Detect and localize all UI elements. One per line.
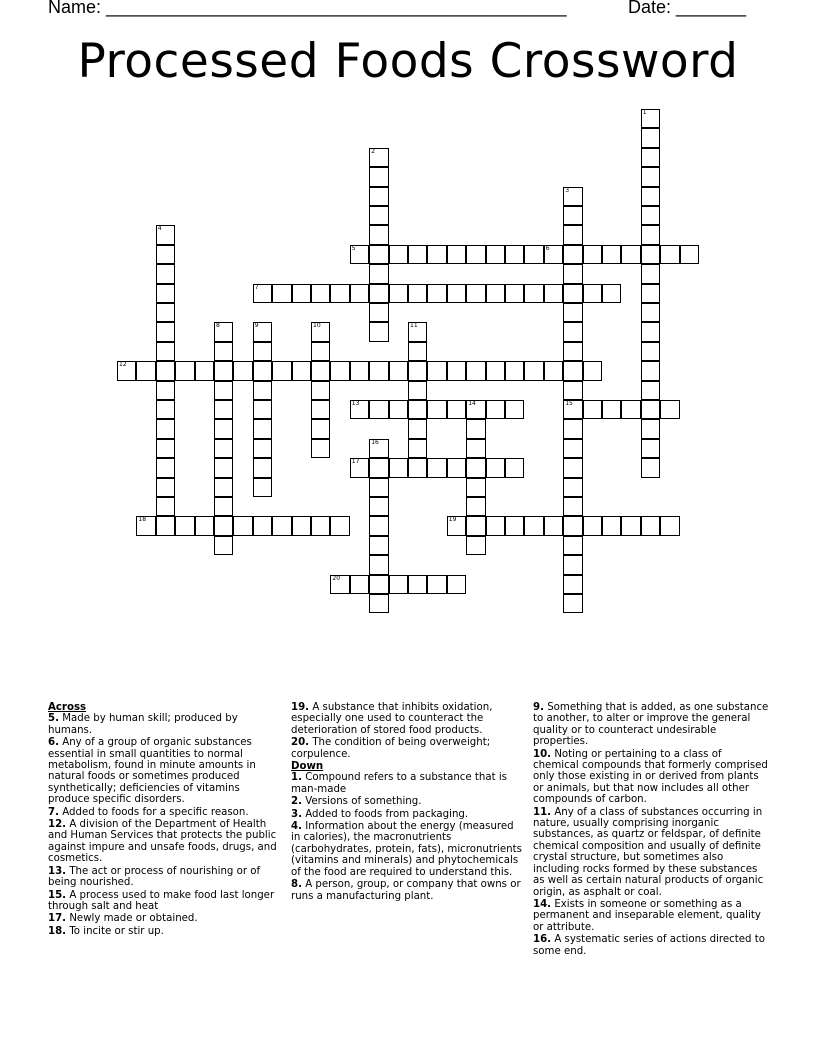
clue-down-10: 10. Noting or pertaining to a class of chemical compounds that formerly comprised only those existing in or derived from plants or animals, but that now includes all other compounds of carbon. [533, 748, 768, 806]
grid-cell[interactable] [447, 361, 466, 380]
grid-cell[interactable] [214, 400, 233, 419]
grid-cell[interactable] [369, 303, 388, 322]
grid-cell[interactable] [641, 128, 660, 147]
grid-cell[interactable] [136, 516, 155, 535]
grid-cell[interactable] [447, 284, 466, 303]
grid-cell[interactable] [311, 439, 330, 458]
grid-cell[interactable] [466, 439, 485, 458]
grid-cell[interactable] [505, 400, 524, 419]
grid-cell[interactable] [641, 109, 660, 128]
grid-cell[interactable] [563, 478, 582, 497]
clue-number: 7 [254, 283, 259, 291]
grid-cell[interactable] [214, 361, 233, 380]
clue-across-5: 5. Made by human skill; produced by humans. [48, 713, 238, 736]
grid-cell[interactable] [175, 361, 194, 380]
clue-across-17: 17. Newly made or obtained. [48, 913, 198, 925]
across-heading: Across [48, 702, 87, 713]
grid-cell[interactable] [408, 361, 427, 380]
grid-cell[interactable] [641, 458, 660, 477]
clue-number: 18 [138, 516, 147, 524]
clue-down-11: 11. Any of a class of substances occurring in nature, usually comprising inorganic substances, as quartz or feldspar, of definite chemical composition and usually of definite crystal structure, but sometimes also including rocks formed by these substances as well as certain natural products of organic origin, as asphalt or coal. [533, 806, 764, 898]
grid-cell[interactable] [156, 516, 175, 535]
grid-cell[interactable] [369, 478, 388, 497]
grid-cell[interactable] [369, 206, 388, 225]
grid-cell[interactable] [253, 322, 272, 341]
clues-column-1 [48, 702, 280, 938]
grid-cell[interactable] [369, 594, 388, 613]
down-heading: Down [291, 761, 324, 773]
grid-cell[interactable] [214, 342, 233, 361]
grid-cell[interactable] [505, 284, 524, 303]
grid-cell[interactable] [641, 439, 660, 458]
grid-cell[interactable] [369, 439, 388, 458]
grid-cell[interactable] [680, 245, 699, 264]
grid-cell[interactable] [641, 361, 660, 380]
grid-cell[interactable] [330, 361, 349, 380]
grid-cell[interactable] [602, 400, 621, 419]
clue-down-2: 2. Versions of something. [291, 796, 422, 808]
grid-cell[interactable] [621, 245, 640, 264]
grid-cell[interactable] [660, 400, 679, 419]
grid-cell[interactable] [447, 245, 466, 264]
grid-cell[interactable] [641, 167, 660, 186]
grid-cell[interactable] [563, 361, 582, 380]
grid-cell[interactable] [156, 284, 175, 303]
clue-down-4: 4. Information about the energy (measured in calories), the macronutrients (carbohydrates, protein, fats), micronutrients (vitamins and minerals) and phytochemicals of the food are required to understand this. [291, 821, 522, 878]
grid-cell[interactable] [563, 575, 582, 594]
grid-cell[interactable] [641, 400, 660, 419]
grid-cell[interactable] [466, 284, 485, 303]
grid-cell[interactable] [253, 516, 272, 535]
clue-across-12: 12. A division of the Department of Health and Human Services that protects the public against impure and unsafe foods, drugs, and cosmetics. [48, 819, 277, 865]
grid-cell[interactable] [253, 439, 272, 458]
grid-cell[interactable] [486, 516, 505, 535]
grid-cell[interactable] [214, 497, 233, 516]
grid-cell[interactable] [408, 458, 427, 477]
grid-cell[interactable] [524, 245, 543, 264]
clue-number: 13 [351, 400, 360, 407]
grid-cell[interactable] [311, 400, 330, 419]
grid-cell[interactable] [641, 516, 660, 535]
grid-cell[interactable] [253, 284, 272, 303]
grid-cell[interactable] [505, 361, 524, 380]
grid-cell[interactable] [156, 381, 175, 400]
grid-cell[interactable] [214, 419, 233, 438]
grid-cell[interactable] [486, 400, 505, 419]
grid-cell[interactable] [602, 284, 621, 303]
grid-cell[interactable] [214, 516, 233, 535]
grid-cell[interactable] [466, 536, 485, 555]
grid-cell[interactable] [389, 361, 408, 380]
grid-cell[interactable] [117, 361, 136, 380]
grid-cell[interactable] [311, 381, 330, 400]
clue-down-1: 1. Compound refers to a substance that is man-made [291, 772, 507, 795]
grid-cell[interactable] [544, 245, 563, 264]
grid-cell[interactable] [563, 458, 582, 477]
grid-cell[interactable] [544, 361, 563, 380]
clue-number: 20 [332, 574, 341, 582]
grid-cell[interactable] [350, 575, 369, 594]
grid-cell[interactable] [447, 458, 466, 477]
grid-cell[interactable] [466, 400, 485, 419]
grid-cell[interactable] [350, 245, 369, 264]
grid-cell[interactable] [253, 478, 272, 497]
grid-cell[interactable] [427, 575, 446, 594]
grid-cell[interactable] [486, 284, 505, 303]
grid-cell[interactable] [466, 245, 485, 264]
grid-cell[interactable] [524, 361, 543, 380]
clue-number: 11 [410, 322, 418, 330]
clue-number: 9 [254, 322, 259, 330]
grid-cell[interactable] [427, 400, 446, 419]
grid-cell[interactable] [156, 439, 175, 458]
grid-cell[interactable] [253, 342, 272, 361]
clue-number: 4 [157, 225, 162, 233]
clue-down-3: 3. Added to foods from packaging. [291, 808, 469, 820]
grid-cell[interactable] [641, 264, 660, 283]
grid-cell[interactable] [350, 458, 369, 477]
grid-cell[interactable] [156, 400, 175, 419]
grid-cell[interactable] [447, 575, 466, 594]
clue-number: 8 [216, 322, 220, 330]
grid-cell[interactable] [427, 245, 446, 264]
grid-cell[interactable] [447, 400, 466, 419]
grid-cell[interactable] [427, 458, 446, 477]
clue-number: 12 [119, 361, 127, 369]
grid-cell[interactable] [253, 381, 272, 400]
grid-cell[interactable] [427, 284, 446, 303]
grid-cell[interactable] [408, 439, 427, 458]
grid-cell[interactable] [369, 458, 388, 477]
grid-cell[interactable] [641, 342, 660, 361]
grid-cell[interactable] [408, 284, 427, 303]
grid-cell[interactable] [641, 419, 660, 438]
grid-cell[interactable] [369, 148, 388, 167]
grid-cell[interactable] [602, 245, 621, 264]
grid-cell[interactable] [369, 322, 388, 341]
grid-cell[interactable] [486, 458, 505, 477]
grid-cell[interactable] [641, 322, 660, 341]
grid-cell[interactable] [369, 361, 388, 380]
grid-cell[interactable] [369, 536, 388, 555]
grid-cell[interactable] [389, 400, 408, 419]
grid-cell[interactable] [563, 594, 582, 613]
clue-across-19: 19. A substance that inhibits oxidation, especially one used to counteract the deterioration of stored food products. [291, 702, 493, 736]
grid-cell[interactable] [621, 400, 640, 419]
grid-cell[interactable] [621, 516, 640, 535]
grid-cell[interactable] [292, 361, 311, 380]
grid-cell[interactable] [311, 342, 330, 361]
grid-cell[interactable] [466, 419, 485, 438]
grid-cell[interactable] [583, 516, 602, 535]
grid-cell[interactable] [641, 245, 660, 264]
grid-cell[interactable] [563, 264, 582, 283]
grid-cell[interactable] [563, 187, 582, 206]
clue-across-20: 20. The condition of being overweight; corpulence. [291, 737, 491, 760]
clue-across-15: 15. A process used to make food last longer through salt and heat [48, 889, 275, 912]
grid-cell[interactable] [408, 245, 427, 264]
clue-down-9: 9. Something that is added, as one substance to another, to alter or improve the general quality or to counteract undesirable properties. [533, 702, 769, 748]
grid-cell[interactable] [311, 419, 330, 438]
grid-cell[interactable] [563, 536, 582, 555]
grid-cell[interactable] [563, 342, 582, 361]
grid-cell[interactable] [156, 225, 175, 244]
grid-cell[interactable] [641, 187, 660, 206]
grid-cell[interactable] [369, 516, 388, 535]
grid-cell[interactable] [466, 478, 485, 497]
grid-cell[interactable] [641, 206, 660, 225]
grid-cell[interactable] [466, 497, 485, 516]
clue-number: 16 [371, 438, 379, 446]
grid-cell[interactable] [563, 439, 582, 458]
grid-cell[interactable] [156, 458, 175, 477]
grid-cell[interactable] [544, 516, 563, 535]
grid-cell[interactable] [466, 458, 485, 477]
grid-cell[interactable] [195, 361, 214, 380]
grid-cell[interactable] [563, 206, 582, 225]
date-field-label: Date: _______ [628, 0, 747, 17]
grid-cell[interactable] [466, 516, 485, 535]
grid-cell[interactable] [563, 516, 582, 535]
grid-cell[interactable] [369, 555, 388, 574]
grid-cell[interactable] [641, 381, 660, 400]
grid-cell[interactable] [408, 381, 427, 400]
grid-cell[interactable] [311, 516, 330, 535]
grid-cell[interactable] [369, 400, 388, 419]
grid-cell[interactable] [350, 361, 369, 380]
grid-cell[interactable] [272, 361, 291, 380]
grid-cell[interactable] [136, 361, 155, 380]
grid-cell[interactable] [427, 361, 446, 380]
grid-cell[interactable] [156, 361, 175, 380]
grid-cell[interactable] [602, 516, 621, 535]
grid-cell[interactable] [311, 322, 330, 341]
grid-cell[interactable] [466, 361, 485, 380]
clue-number: 1 [642, 109, 647, 116]
grid-cell[interactable] [292, 284, 311, 303]
grid-cell[interactable] [660, 516, 679, 535]
grid-cell[interactable] [447, 516, 466, 535]
clue-number: 3 [565, 186, 570, 194]
grid-cell[interactable] [660, 245, 679, 264]
grid-cell[interactable] [253, 400, 272, 419]
clue-number: 15 [565, 400, 573, 407]
grid-cell[interactable] [214, 536, 233, 555]
grid-cell[interactable] [408, 400, 427, 419]
clues-column-3 [533, 702, 769, 958]
grid-cell[interactable] [583, 284, 602, 303]
grid-cell[interactable] [253, 458, 272, 477]
grid-cell[interactable] [214, 439, 233, 458]
grid-cell[interactable] [389, 245, 408, 264]
grid-cell[interactable] [641, 284, 660, 303]
grid-cell[interactable] [524, 516, 543, 535]
grid-cell[interactable] [369, 575, 388, 594]
grid-cell[interactable] [156, 419, 175, 438]
grid-cell[interactable] [175, 516, 194, 535]
grid-cell[interactable] [272, 284, 291, 303]
grid-cell[interactable] [156, 478, 175, 497]
grid-cell[interactable] [214, 458, 233, 477]
grid-cell[interactable] [563, 497, 582, 516]
grid-cell[interactable] [369, 284, 388, 303]
clue-number: 17 [351, 458, 360, 466]
grid-cell[interactable] [311, 361, 330, 380]
grid-cell[interactable] [156, 264, 175, 283]
grid-cell[interactable] [389, 458, 408, 477]
clue-number: 10 [313, 322, 321, 330]
grid-cell[interactable] [408, 342, 427, 361]
page-title: Processed Foods Crossword [77, 34, 739, 89]
grid-cell[interactable] [641, 303, 660, 322]
grid-cell[interactable] [389, 284, 408, 303]
clue-number: 19 [448, 516, 457, 524]
grid-cell[interactable] [330, 284, 349, 303]
grid-cell[interactable] [524, 284, 543, 303]
grid-cell[interactable] [408, 322, 427, 341]
grid-cell[interactable] [253, 361, 272, 380]
grid-cell[interactable] [156, 322, 175, 341]
clue-across-18: 18. To incite or stir up. [48, 925, 164, 937]
grid-cell[interactable] [156, 303, 175, 322]
grid-cell[interactable] [583, 245, 602, 264]
clues-column-2 [291, 702, 523, 903]
grid-cell[interactable] [156, 497, 175, 516]
grid-cell[interactable] [233, 361, 252, 380]
grid-cell[interactable] [505, 458, 524, 477]
clue-number: 5 [351, 244, 356, 252]
grid-cell[interactable] [544, 284, 563, 303]
clue-number: 2 [371, 147, 376, 155]
grid-cell[interactable] [486, 361, 505, 380]
grid-cell[interactable] [214, 478, 233, 497]
clue-number: 14 [468, 400, 476, 407]
clue-down-8: 8. A person, group, or company that owns or runs a manufacturing plant. [291, 879, 521, 902]
grid-cell[interactable] [369, 225, 388, 244]
grid-cell[interactable] [641, 148, 660, 167]
grid-cell[interactable] [408, 419, 427, 438]
grid-cell[interactable] [563, 419, 582, 438]
grid-cell[interactable] [563, 322, 582, 341]
grid-cell[interactable] [486, 245, 505, 264]
grid-cell[interactable] [641, 225, 660, 244]
grid-cell[interactable] [214, 381, 233, 400]
grid-cell[interactable] [350, 400, 369, 419]
grid-cell[interactable] [563, 284, 582, 303]
grid-cell[interactable] [369, 245, 388, 264]
clue-number: 6 [545, 244, 550, 252]
grid-cell[interactable] [563, 555, 582, 574]
grid-cell[interactable] [408, 575, 427, 594]
clue-across-6: 6. Any of a group of organic substances essential in small quantities to normal metabolism, found in minute amounts in natural foods or sometimes produced synthetically; deficiencies of vitamins produce specific disorders. [48, 737, 256, 806]
grid-cell[interactable] [369, 497, 388, 516]
grid-cell[interactable] [505, 516, 524, 535]
grid-cell[interactable] [330, 516, 349, 535]
grid-cell[interactable] [583, 361, 602, 380]
grid-cell[interactable] [350, 284, 369, 303]
grid-cell[interactable] [233, 516, 252, 535]
grid-cell[interactable] [563, 225, 582, 244]
grid-cell[interactable] [369, 187, 388, 206]
grid-cell[interactable] [156, 245, 175, 264]
grid-cell[interactable] [583, 400, 602, 419]
grid-cell[interactable] [369, 167, 388, 186]
grid-cell[interactable] [563, 303, 582, 322]
grid-cell[interactable] [563, 245, 582, 264]
grid-cell[interactable] [272, 516, 291, 535]
grid-cell[interactable] [195, 516, 214, 535]
grid-cell[interactable] [253, 419, 272, 438]
grid-cell[interactable] [563, 381, 582, 400]
grid-cell[interactable] [214, 322, 233, 341]
clue-down-16: 16. A systematic series of actions directed to some end. [533, 934, 765, 957]
grid-cell[interactable] [389, 575, 408, 594]
grid-cell[interactable] [505, 245, 524, 264]
grid-cell[interactable] [311, 284, 330, 303]
grid-cell[interactable] [156, 342, 175, 361]
grid-cell[interactable] [369, 264, 388, 283]
clue-across-7: 7. Added to foods for a specific reason. [48, 806, 249, 818]
grid-cell[interactable] [292, 516, 311, 535]
clue-across-13: 13. The act or process of nourishing or of being nourished. [48, 865, 261, 889]
clue-down-14: 14. Exists in someone or something as a permanent and inseparable element, quality or attribute. [533, 898, 761, 933]
grid-cell[interactable] [563, 400, 582, 419]
name-field-label: Name: ______________________________________________ [48, 0, 567, 17]
grid-cell[interactable] [330, 575, 349, 594]
